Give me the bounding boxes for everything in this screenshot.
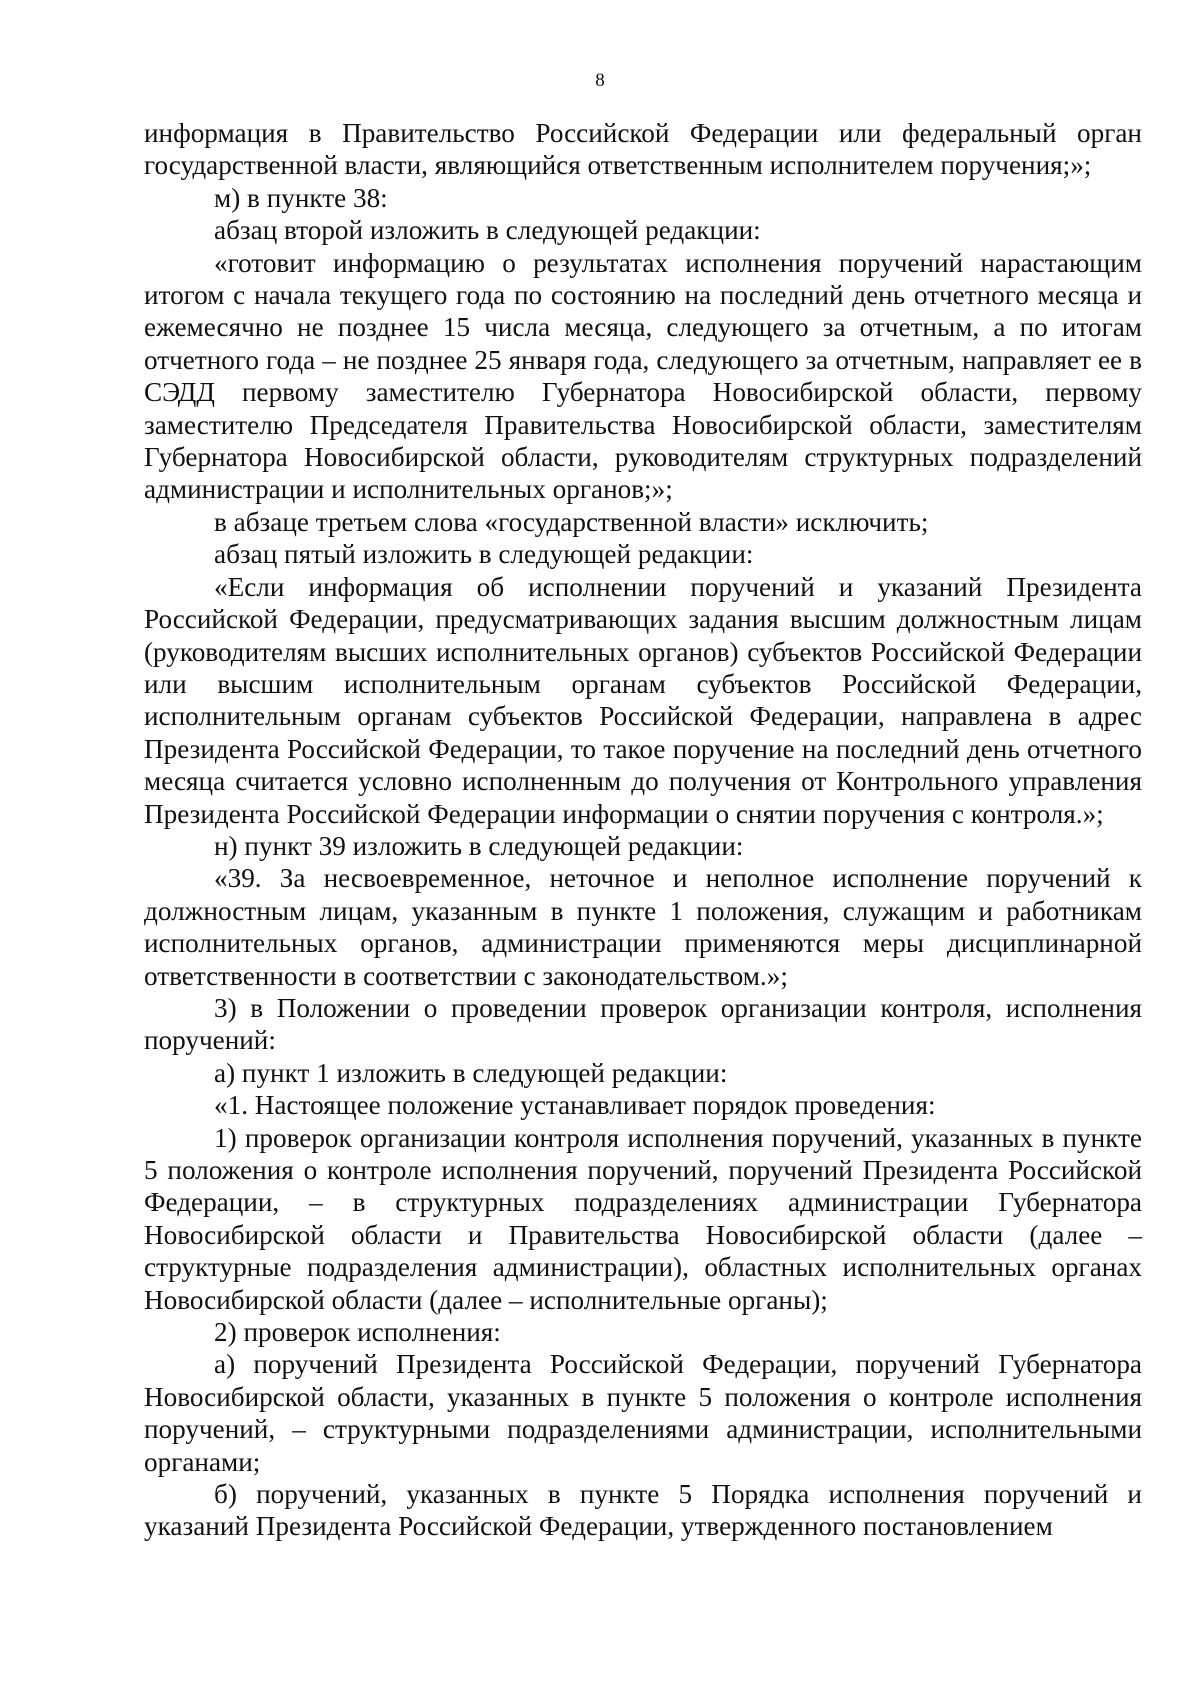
paragraph: 2) проверок исполнения:	[214, 1317, 501, 1348]
page-number: 8	[595, 70, 605, 91]
paragraph: в абзаце третьем слова «государственной власти» исключить;	[214, 506, 929, 537]
paragraph: «готовит информацию о результатах исполнения поручений нарастающим итогом с начала текущего года по состоянию на последний день отчетного месяца и ежемесячно не позднее 15 числа месяца, следующего за отчетным, а по итогам отчетного года – не позднее 25 января года, следующего за отчетным, направляет ее в СЭДД первому заместителю Губернатора Новосибирской области, первому заместителю Председателя Правительства Новосибирской области, заместителям Губернатора Новосибирской области, руководителям структурных подразделений администрации и исполнительных органов;»;	[144, 247, 1142, 505]
paragraph: б) поручений, указанных в пункте 5 Порядка исполнения поручений и указаний Президента Российской Федерации, утвержденного постановлением	[144, 1479, 1142, 1542]
paragraph: «39. За несвоевременное, неточное и неполное исполнение поручений к должностным лицам, указанным в пункте 1 положения, служащим и работникам исполнительных органов, администрации применяются меры дисциплинарной ответственности в соответствии с законодательством.»;	[144, 863, 1142, 991]
paragraph: абзац второй изложить в следующей редакции:	[214, 215, 761, 246]
paragraph: «1. Настоящее положение устанавливает порядок проведения:	[214, 1090, 936, 1121]
paragraph: абзац пятый изложить в следующей редакции:	[214, 539, 754, 570]
document-body	[144, 117, 1142, 1543]
paragraph: 1) проверок организации контроля исполнения поручений, указанных в пункте 5 положения о контроле исполнения поручений, поручений Президента Российской Федерации, – в структурных подразделениях администрации Губернатора Новосибирской области и Правительства Новосибирской области (далее – структурные подразделения администрации), областных исполнительных органах Новосибирской области (далее – исполнительные органы);	[144, 1122, 1142, 1315]
paragraph: м) в пункте 38:	[214, 182, 388, 213]
paragraph: а) пункт 1 изложить в следующей редакции:	[214, 1057, 728, 1088]
paragraph: «Если информация об исполнении поручений и указаний Президента Российской Федерации, предусматривающих задания высшим должностным лицам (руководителям высших исполнительных органов) субъектов Российской Федерации или высшим исполнительным органам субъектов Российской Федерации, исполнительным органам субъектов Российской Федерации, направлена в адрес Президента Российской Федерации, то такое поручение на последний день отчетного месяца считается условно исполненным до получения от Контрольного управления Президента Российской Федерации информации о снятии поручения с контроля.»;	[144, 571, 1142, 829]
paragraph: н) пункт 39 изложить в следующей редакции:	[214, 830, 744, 861]
paragraph: 3) в Положении о проведении проверок организации контроля, исполнения поручений:	[144, 992, 1142, 1056]
paragraph: информация в Правительство Российской Федерации или федеральный орган государственной власти, являющийся ответственным исполнителем поручения;»;	[144, 118, 1142, 181]
paragraph: а) поручений Президента Российской Федерации, поручений Губернатора Новосибирской области, указанных в пункте 5 положения о контроле исполнения поручений, – структурными подразделениями администрации, исполнительными органами;	[144, 1349, 1142, 1477]
